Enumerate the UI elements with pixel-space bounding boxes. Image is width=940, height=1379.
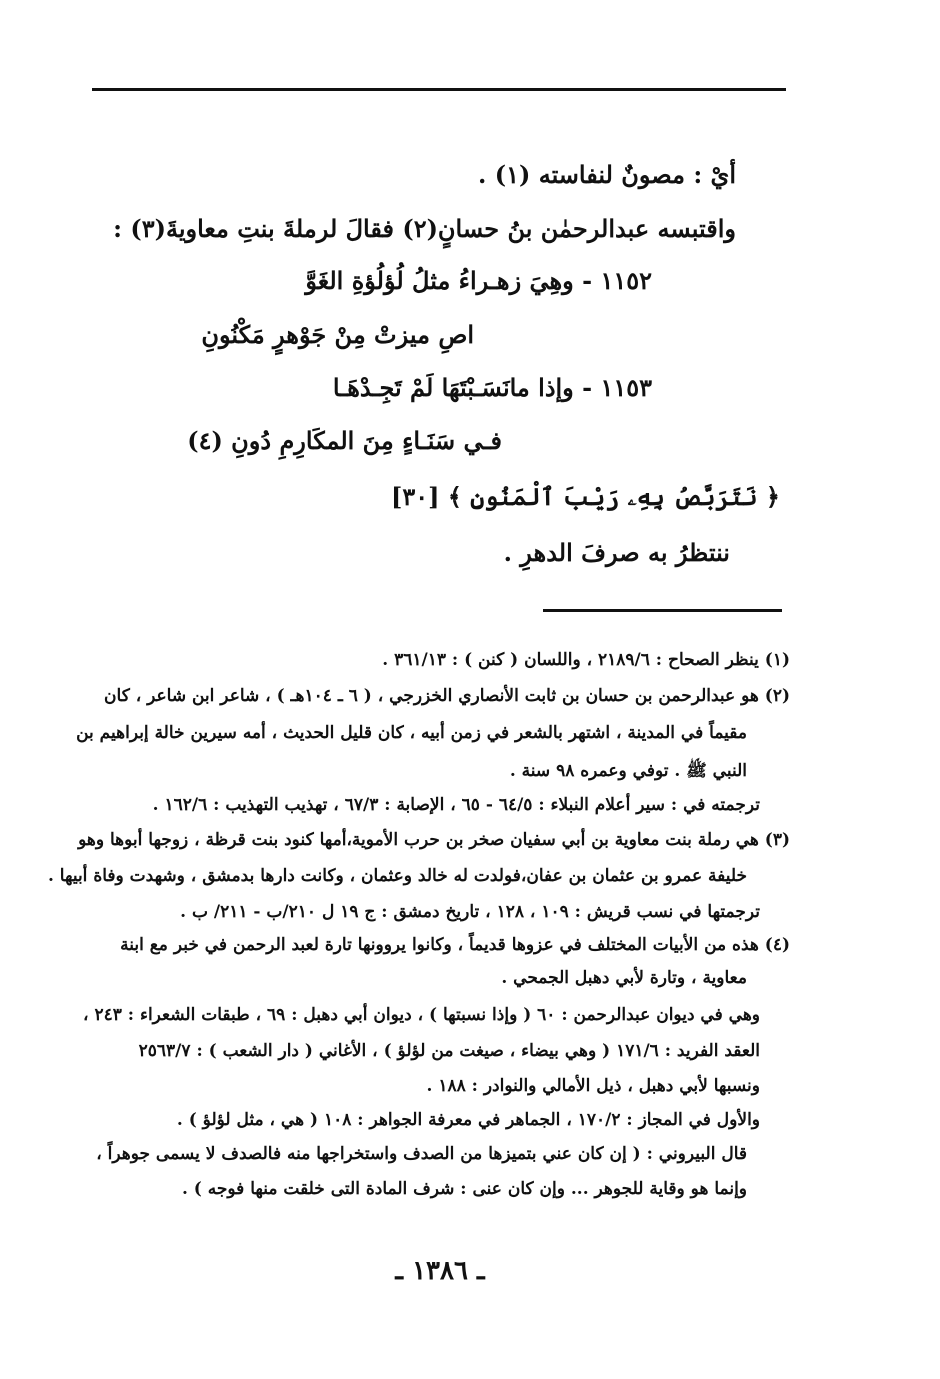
footnote-separator [543, 609, 782, 612]
footnote-line: معاوية ، وتارة لأبي دهبل الجمحي . [501, 968, 747, 988]
footnote-line: وإنما هو وقاية للجوهر ... وإن كان عنى : شرف المادة التى خلقت منها فوجه ) . [181, 1179, 747, 1199]
verse-first-half: ١١٥٢ - وهِيَ زهـراءُ مثلُ لُؤلُؤةِ الغَوَّ [305, 266, 652, 295]
page-number: ـ ١٣٨٦ ـ [395, 1256, 485, 1286]
footnote-line: ونسبها لأبي دهبل ، ذيل الأمالي والنوادر : ١٨٨ . [426, 1076, 760, 1096]
verse-second-half: اصِ ميزتْ مِنْ جَوْهرٍ مَكْنُونِ [201, 320, 474, 349]
text-line: ننتظرُ به صرفَ الدهرِ . [503, 538, 730, 567]
footnote-line: العقد الفريد : ١٧١/٦ ( وهي بيضاء ، صيغت من لؤلؤ ) ، الأغاني ( دار الشعب ) : ٢٥٦٣/٧ [138, 1041, 760, 1061]
footnote-line: (٤) هذه من الأبيات المختلف في عزوها قديماً ، وكانوا يروونها تارة لعبد الرحمن في خبر مع ابنة [120, 935, 790, 955]
header-rule [92, 88, 786, 91]
footnote-line: والأول في المجاز : ١٧٠/٢ ، الجماهر في معرفة الجواهر : ١٠٨ ( هي ، مثل لؤلؤ ) . [176, 1110, 760, 1130]
footnote-line: (٢) هو عبدالرحمن بن حسان بن ثابت الأنصاري الخزرجي ، ( ٦ ـ ١٠٤هـ ) ، شاعر ابن شاعر ، كان [104, 686, 790, 706]
footnote-line: قال البيروني : ( إن كان عني بتميزها من الصدف واستخراجها منه فالصدف لا يسمى جوهراً ، [96, 1144, 747, 1164]
text-line: واقتبسه عبدالرحمٰن بنُ حسانٍ(٢) فقالَ لرملةَ بنتِ معاويةَ(٣) : [113, 214, 736, 243]
footnote-line: ترجمتها في نسب قريش : ١٠٩ ، ١٢٨ ، تاريخ دمشق : ج ١٩ ل ٢١٠/ب - ٢١١/ ب . [180, 902, 760, 922]
footnote-line: وهي في ديوان عبدالرحمن : ٦٠ ( وإذا نسبتها ) ، ديوان أبي دهبل : ٦٩ ، طبقات الشعراء : ٢٤٣ ، [83, 1005, 760, 1025]
verse-second-half: فـي سَنَـاءٍ مِنَ المكَارِمِ دُونِ (٤) [187, 426, 502, 455]
footnote-line: (٣) هي رملة بنت معاوية بن أبي سفيان صخر بن حرب الأموية،أمها كنود بنت قرظة ، زوجها أبوها وهو [78, 830, 790, 850]
text-line: أيْ : مصونٌ لنفاسته (١) . [478, 160, 736, 189]
footnote-line: النبي ﷺ . توفي وعمره ٩٨ سنة . [509, 761, 747, 781]
footnote-line: مقيماً في المدينة ، اشتهر بالشعر في زمن أبيه ، كان قليل الحديث ، أمه سيرين خالة إبراهيم بن [76, 723, 747, 743]
footnote-line: ترجمته في : سير أعلام النبلاء : ٦٤/٥ - ٦٥ ، الإصابة : ٦٧/٣ ، تهذيب التهذيب : ١٦٢/٦ . [152, 795, 760, 815]
quran-verse: ﴿ نَتَرَبَّصُ بِهِۦ رَيْبَ ٱلْمَنُونِ ﴾ [٣٠] [391, 482, 780, 511]
footnote-line: (١) ينظر الصحاح : ٢١٨٩/٦ ، واللسان ( كنن ) : ٣٦١/١٣ . [382, 650, 790, 670]
verse-first-half: ١١٥٣ - وإذا مانَسَـبْتَهَا لَمْ تَجِـدْهَـا [332, 373, 652, 402]
footnote-line: خليفة عمرو بن عثمان بن عفان،فولدت له خالد وعثمان ، وكانت دارها بدمشق ، وشهدت وفاة أبيها . [47, 866, 747, 886]
